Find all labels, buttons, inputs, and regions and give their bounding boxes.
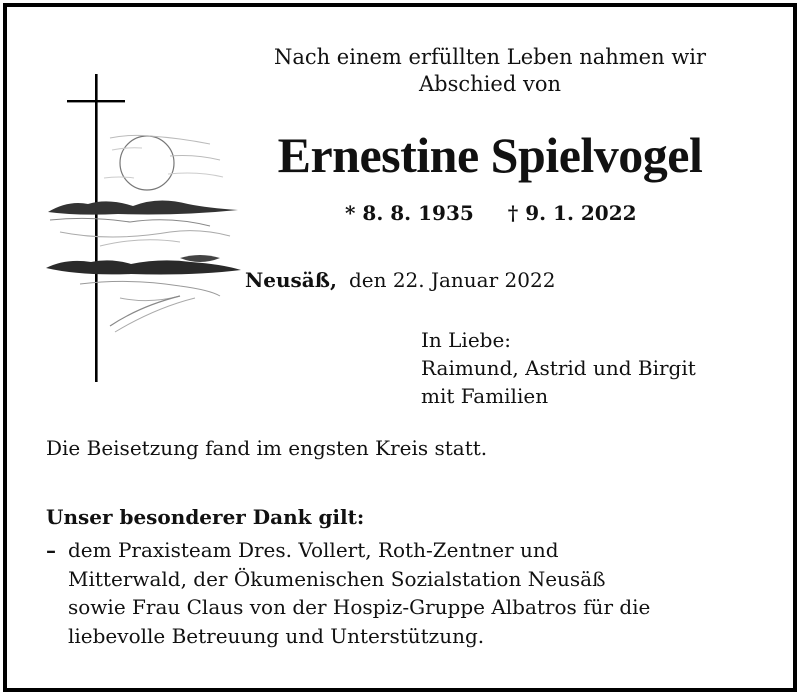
list-dash: – xyxy=(46,538,56,562)
cross-icon xyxy=(67,74,125,382)
signoff-line-2: Raimund, Astrid und Birgit xyxy=(421,356,696,380)
thanks-list xyxy=(46,536,650,650)
thanks-text xyxy=(68,536,650,650)
place-name: Neusäß, xyxy=(245,268,337,292)
sun-icon xyxy=(104,135,223,190)
thanks-line: liebevolle Betreuung und Unterstützung. xyxy=(68,623,485,648)
signoff-line-3: mit Familien xyxy=(421,384,549,408)
intro-text xyxy=(0,44,800,98)
intro-line-1: Nach einem erfüllten Leben nahmen wir xyxy=(273,45,707,69)
landscape-illustration xyxy=(40,70,255,390)
signoff-line-1: In Liebe: xyxy=(421,328,512,352)
notice-date: den 22. Januar 2022 xyxy=(348,268,556,292)
landscape-icon xyxy=(46,200,241,332)
thanks-line: dem Praxisteam Dres. Vollert, Roth-Zentner und xyxy=(68,538,559,562)
intro-line-2: Abschied von xyxy=(419,72,561,96)
death-date: † 9. 1. 2022 xyxy=(507,201,637,225)
birth-date: * 8. 8. 1935 xyxy=(345,201,474,225)
burial-note: Die Beisetzung fand im engsten Kreis statt. xyxy=(46,436,488,460)
signoff-block xyxy=(421,326,696,410)
thanks-line: sowie Frau Claus von der Hospiz-Gruppe Albatros für die xyxy=(68,595,651,619)
place-date-line xyxy=(245,268,555,292)
thanks-title: Unser besonderer Dank gilt: xyxy=(46,505,365,529)
deceased-name: Ernestine Spielvogel xyxy=(277,127,703,183)
thanks-line: Mitterwald, der Ökumenischen Sozialstation Neusäß xyxy=(68,566,606,591)
life-dates xyxy=(345,201,637,225)
